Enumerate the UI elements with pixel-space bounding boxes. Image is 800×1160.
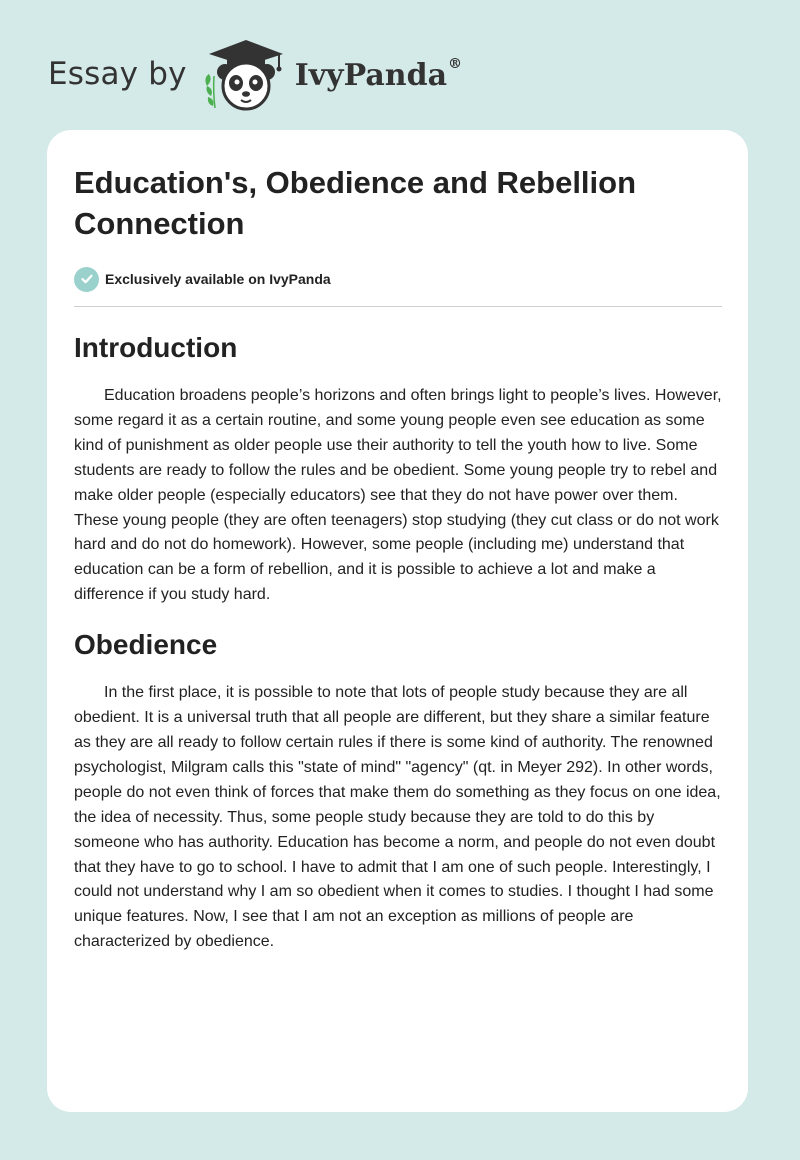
- title-divider: [74, 306, 722, 307]
- registered-mark: ®: [448, 55, 463, 72]
- exclusive-badge: [74, 266, 722, 292]
- article-content: [74, 162, 722, 955]
- section-paragraph-obedience: In the first place, it is possible to note that lots of people study because they are all obedient. It is a universal truth that all people are different, but they share a similar feature as they are all ready to follow certain rules if there is some kind of authority. The renowned psychologist, Milgram calls this "state of mind" "agency" (qt. in Meyer 292). In other words, people do not even think of forces that make them do something as they focus on one idea, the idea of necessity. Thus, some people study because they are told to do this by someone who has authority. Education has become a norm, and people do not even doubt that they have to go to school. I have to admit that I am one of such people. Interestingly, I could not understand why I am so obedient when it comes to studies. I thought I had some unique features. Now, I see that I am not an exception as millions of people are characterized by obedience.: [74, 684, 721, 951]
- site-header: [48, 34, 462, 114]
- section-heading-obedience: Obedience: [74, 629, 218, 661]
- section-paragraph-introduction: Education broadens people’s horizons and often brings light to people’s lives. However, some regard it as a certain routine, and some young people even see education as some kind of punishment as older people use their authority to tell the youth how to live. Some students are ready to follow the rules and be obedient. Some young people try to rebel and make older people (especially educators) see that they do not have power over them. These young people (they are often teenagers) stop studying (they cut class or do not work hard and do not do homework). However, some people (including me) understand that education can be a form of rebellion, and it is possible to achieve a lot and make a difference if you study hard.: [74, 387, 722, 604]
- panda-logo-icon: [201, 34, 291, 114]
- brand-name[interactable]: IvyPanda®: [294, 55, 463, 93]
- article-title: Education's, Obedience and Rebellion Connection: [74, 165, 637, 241]
- essay-by-label: Essay by: [48, 56, 187, 92]
- section-heading-introduction: Introduction: [74, 332, 238, 363]
- check-icon: [74, 267, 99, 292]
- exclusive-badge-label: Exclusively available on IvyPanda: [105, 271, 331, 287]
- article-card: [47, 130, 748, 1112]
